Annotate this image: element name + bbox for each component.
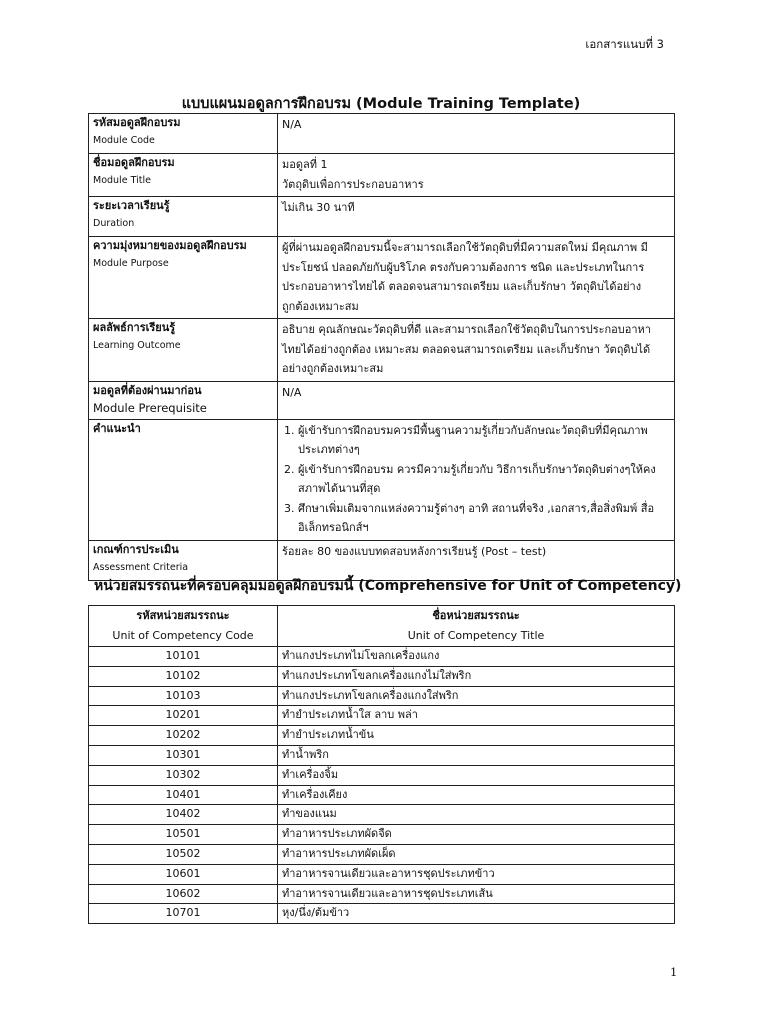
text-line: 1. ผู้เข้ารับการฝึกอบรมควรมีพื้นฐานความรู้เกี่ยวกับลักษณะวัตถุดิบที่มีคุณภาพ [298,423,648,437]
assessment-criteria-value: ร้อยละ 80 ของแบบทดสอบหลังการเรียนรู้ (Post – test) [278,540,675,580]
table-row [89,864,675,884]
module-info-table [88,113,675,581]
table-row [89,884,675,904]
prerequisite-value: N/A [278,381,675,419]
label-th: ผลลัพธ์การเรียนรู้ [93,321,176,334]
label-cell [89,419,278,540]
uoc-title: ทำของแนม [278,805,675,825]
guidance-value [278,419,675,540]
text-line: ถูกต้องเหมาะสม [282,299,359,313]
table-row [89,805,675,825]
uoc-title: ทำแกงประเภทโขลกเครื่องแกงไม่ใส่พริก [278,666,675,686]
label-en: Module Prerequisite [93,400,207,415]
text-line: ผู้ที่ผ่านมอดูลฝึกอบรมนี้จะสามารถเลือกใช้วัตถุดิบที่มีความสดใหม่ มีคุณภาพ มี [282,241,648,254]
text-line: ไทยได้อย่างถูกต้อง เหมาะสม ตลอดจนสามารถเตรียม และเก็บรักษา วัตถุดิบได้ [282,342,651,356]
label-en: Duration [93,218,135,229]
label-th: มอดูลที่ต้องผ่านมาก่อน [93,383,202,397]
module-code-value: N/A [278,114,675,154]
row-module-purpose [89,237,675,319]
uoc-code: 10101 [89,647,278,667]
list-item [298,421,670,460]
table-row [89,904,675,924]
label-en: Module Purpose [93,258,169,269]
duration-value: ไม่เกิน 30 นาที [278,197,675,237]
row-module-title [89,154,675,197]
table-row [89,706,675,726]
label-cell [89,154,278,197]
label-en: Assessment Criteria [93,561,189,573]
label-cell [89,319,278,382]
table-row [89,726,675,746]
uoc-title: ทำเครื่องจิ้ม [278,765,675,785]
uoc-table [88,605,675,924]
col-header-code [89,606,278,647]
page-number: 1 [670,965,678,979]
row-prerequisite [89,381,675,419]
label-cell [89,381,278,419]
guidance-list [282,421,670,538]
text-line: ประเภทต่างๆ [298,443,360,456]
label-th: ชื่อมอดูลฝึกอบรม [93,156,175,169]
table-header-row [89,606,675,647]
uoc-title: ทำอาหารประเภทผัดจืด [278,825,675,845]
label-en: Module Title [93,175,151,186]
uoc-code: 10301 [89,745,278,765]
uoc-code: 10401 [89,785,278,805]
uoc-code: 10501 [89,825,278,845]
header-th: ชื่อหน่วยสมรรถนะ [432,609,520,622]
table-row [89,647,675,667]
text-line: ประกอบอาหารไทยได้ ตลอดจนสามารถเตรียม และเก็บรักษา วัตถุดิบได้อย่าง [282,280,642,293]
text-line: 3. ศึกษาเพิ่มเติมจากแหล่งความรู้ต่างๆ อาทิ สถานที่จริง ,เอกสาร,สื่อสิ่งพิมพ์ สื่อ [298,501,655,515]
table-row [89,686,675,706]
uoc-title: หุง/นึ่ง/ต้มข้าว [278,904,675,924]
label-th: รหัสมอดูลฝึกอบรม [93,116,181,129]
list-item [298,499,670,538]
uoc-code: 10201 [89,706,278,726]
uoc-title: ทำเครื่องเคียง [278,785,675,805]
uoc-title: ทำแกงประเภทโขลกเครื่องแกงใส่พริก [278,686,675,706]
learning-outcome-value [278,319,675,382]
document-attachment-tag: เอกสารแนบที่ 3 [585,37,664,51]
table-row [89,785,675,805]
label-cell [89,237,278,319]
table-row [89,666,675,686]
uoc-code: 10601 [89,864,278,884]
header-en: Unit of Competency Code [112,629,254,642]
list-item [298,460,670,499]
col-header-title [278,606,675,647]
label-cell [89,540,278,580]
uoc-code: 10602 [89,884,278,904]
label-th: ระยะเวลาเรียนรู้ [93,199,170,212]
label-cell [89,114,278,154]
uoc-title: ทำยำประเภทน้ำใส ลาบ พล่า [278,706,675,726]
uoc-title: ทำอาหารประเภทผัดเผ็ด [278,844,675,864]
uoc-title: ทำยำประเภทน้ำข้น [278,726,675,746]
uoc-section-heading: หน่วยสมรรถนะที่ครอบคลุมมอดูลฝึกอบรมนี้ (Comprehensive for Unit of Competency) [94,578,682,594]
table-row [89,844,675,864]
row-guidance [89,419,675,540]
text-line: สภาพได้นานที่สุด [298,482,381,495]
header-th: รหัสหน่วยสมรรถนะ [136,609,230,622]
row-learning-outcome [89,319,675,382]
module-title-value [278,154,675,197]
label-en: Module Code [93,135,155,146]
text-line: อิเล็กทรอนิกส์ฯ [298,521,369,534]
text-line: อธิบาย คุณลักษณะวัตถุดิบที่ดี และสามารถเลือกใช้วัตถุดิบในการประกอบอาหา [282,323,651,336]
uoc-title: ทำอาหารจานเดียวและอาหารชุดประเภทข้าว [278,864,675,884]
row-duration [89,197,675,237]
uoc-title: ทำอาหารจานเดียวและอาหารชุดประเภทเส้น [278,884,675,904]
table-row [89,765,675,785]
label-cell [89,197,278,237]
table-row [89,745,675,765]
label-th: ความมุ่งหมายของมอดูลฝึกอบรม [93,239,247,252]
label-th: เกณฑ์การประเมิน [93,542,179,556]
module-number: มอดูลที่ 1 [282,158,328,171]
uoc-code: 10102 [89,666,278,686]
uoc-title: ทำแกงประเภทไม่โขลกเครื่องแกง [278,647,675,667]
header-en: Unit of Competency Title [407,629,545,642]
uoc-code: 10103 [89,686,278,706]
row-assessment-criteria [89,540,675,580]
uoc-code: 10502 [89,844,278,864]
label-en: Learning Outcome [93,340,181,351]
text-line: อย่างถูกต้องเหมาะสม [282,362,384,375]
page-title: แบบแผนมอดูลการฝึกอบรม (Module Training Template) [181,96,581,112]
module-name: วัตถุดิบเพื่อการประกอบอาหาร [282,177,424,191]
uoc-title: ทำน้ำพริก [278,745,675,765]
text-line: 2. ผู้เข้ารับการฝึกอบรม ควรมีความรู้เกี่ยวกับ วิธีการเก็บรักษาวัตถุดิบต่างๆให้คง [298,462,656,476]
uoc-code: 10701 [89,904,278,924]
uoc-code: 10202 [89,726,278,746]
label-th: คำแนะนำ [93,421,141,435]
table-row [89,825,675,845]
uoc-code: 10402 [89,805,278,825]
uoc-code: 10302 [89,765,278,785]
text-line: ประโยชน์ ปลอดภัยกับผู้บริโภค ตรงกับความต้องการ ชนิด และประเภทในการ [282,260,645,274]
module-purpose-value [278,237,675,319]
row-module-code [89,114,675,154]
